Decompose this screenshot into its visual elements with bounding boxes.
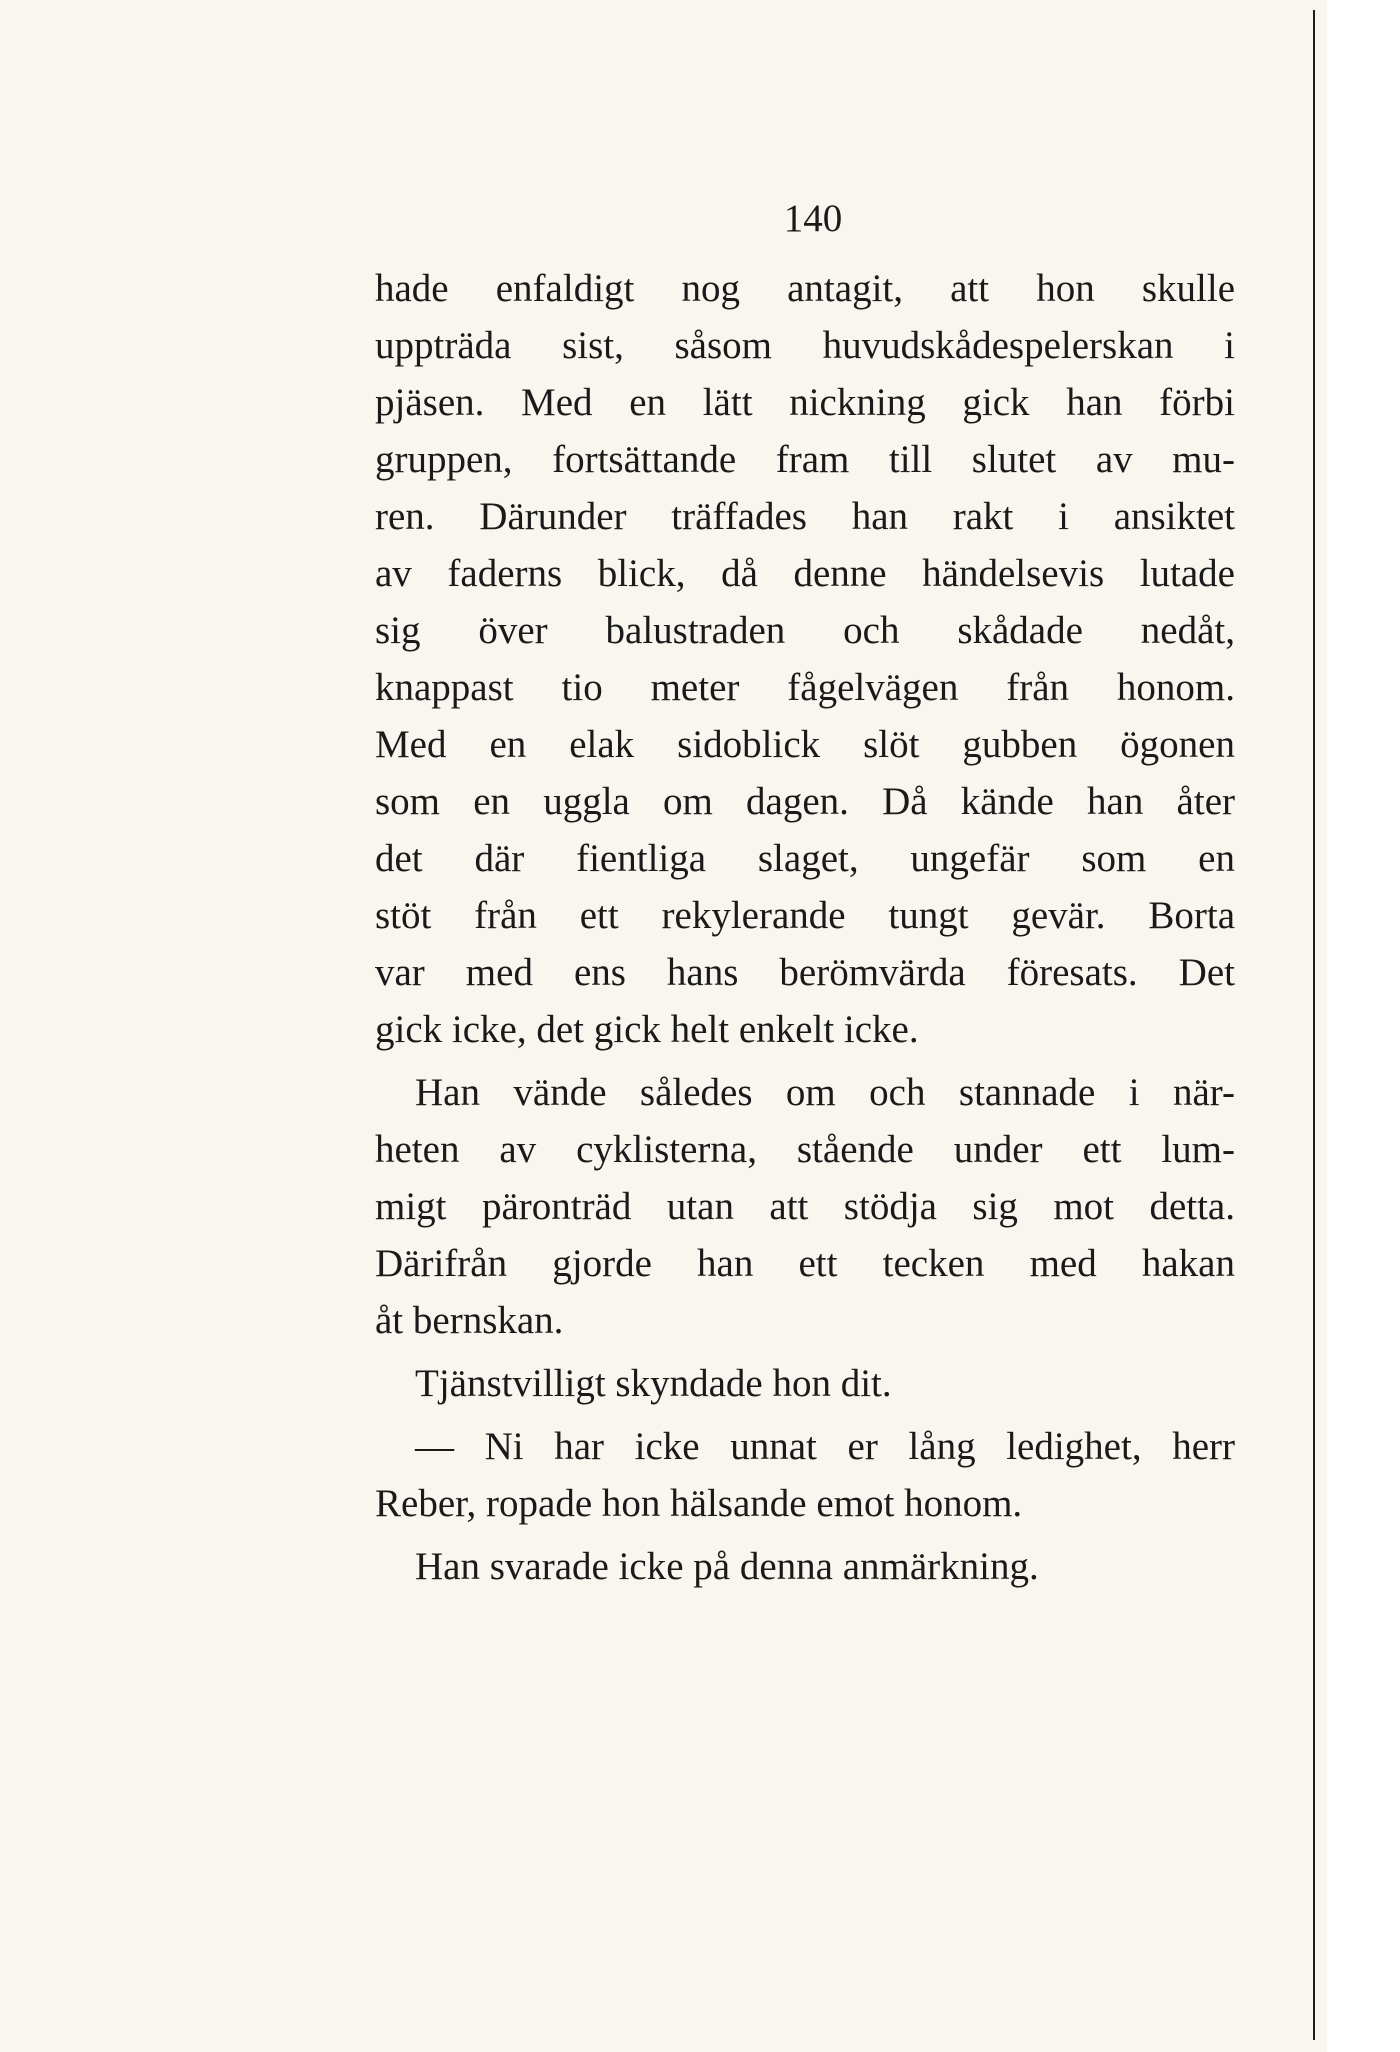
text-line: — Ni har icke unnat er lång ledighet, herr bbox=[415, 1425, 1235, 1468]
text-line: pjäsen. Med en lätt nickning gick han förbi bbox=[375, 381, 1235, 424]
page-number-text: 140 bbox=[783, 197, 843, 240]
text-line: uppträda sist, såsom huvudskådespelerskan i bbox=[375, 324, 1235, 367]
text-line: Tjänstvilligt skyndade hon dit. bbox=[415, 1362, 892, 1405]
text-line: migt päronträd utan att stödja sig mot detta. bbox=[375, 1185, 1235, 1228]
text-line: gruppen, fortsättande fram till slutet av mu- bbox=[375, 438, 1235, 481]
text-line: Han vände således om och stannade i när- bbox=[415, 1071, 1235, 1114]
text-line: var med ens hans berömvärda föresats. Det bbox=[375, 951, 1235, 994]
text-line: Därifrån gjorde han ett tecken med hakan bbox=[375, 1242, 1235, 1285]
text-line: ren. Därunder träffades han rakt i ansiktet bbox=[375, 495, 1235, 538]
text-line: gick icke, det gick helt enkelt icke. bbox=[375, 1008, 919, 1051]
text-line: åt bernskan. bbox=[375, 1299, 564, 1342]
text-line: Han svarade icke på denna anmärkning. bbox=[415, 1545, 1039, 1588]
text-line: av faderns blick, då denne händelsevis lutade bbox=[375, 552, 1235, 595]
text-line: knappast tio meter fågelvägen från honom. bbox=[375, 666, 1235, 709]
text-line: det där fientliga slaget, ungefär som en bbox=[375, 837, 1235, 880]
page-edge-line bbox=[1313, 10, 1315, 2040]
text-line: Reber, ropade hon hälsande emot honom. bbox=[375, 1482, 1023, 1525]
text-line: heten av cyklisterna, stående under ett lum- bbox=[375, 1128, 1235, 1171]
body-text bbox=[375, 260, 1235, 1595]
text-line: sig över balustraden och skådade nedåt, bbox=[375, 609, 1235, 652]
text-line: stöt från ett rekylerande tungt gevär. Borta bbox=[375, 894, 1235, 937]
text-line: Med en elak sidoblick slöt gubben ögonen bbox=[375, 723, 1235, 766]
text-line: hade enfaldigt nog antagit, att hon skulle bbox=[375, 267, 1235, 310]
text-line: som en uggla om dagen. Då kände han åter bbox=[375, 780, 1235, 823]
